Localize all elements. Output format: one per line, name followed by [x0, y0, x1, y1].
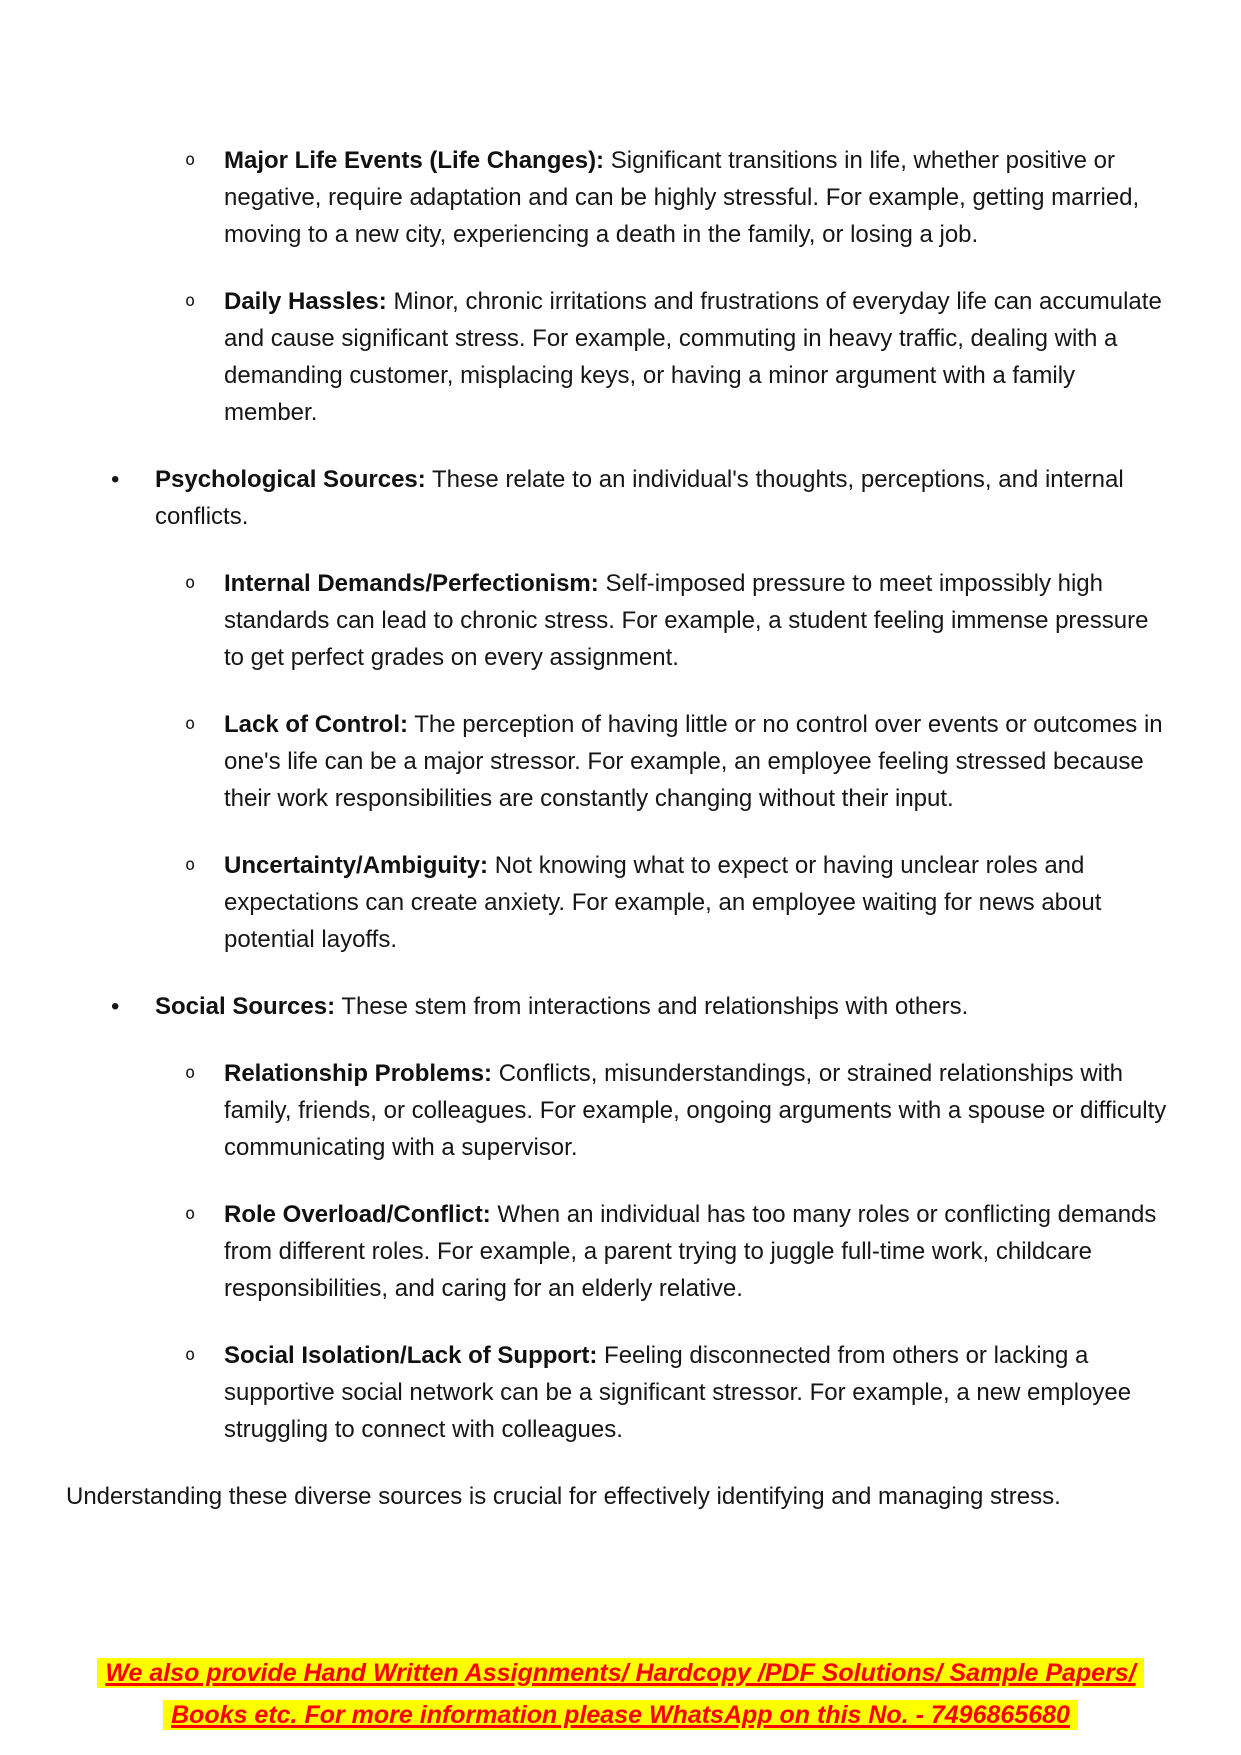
- item-content: [155, 466, 1124, 530]
- item-content: [224, 288, 1162, 426]
- item-content: [224, 1201, 1156, 1302]
- item-content: [155, 993, 968, 1020]
- item-label: Daily Hassles:: [224, 288, 387, 315]
- item-label: Social Sources:: [155, 993, 336, 1020]
- circle-bullet-icon: o: [185, 855, 196, 875]
- circle-bullet-icon: o: [185, 1204, 196, 1224]
- circle-bullet-icon: o: [185, 291, 196, 311]
- item-content: [224, 1060, 1166, 1161]
- item-content: [224, 1342, 1131, 1443]
- list-item-internal-demands: [66, 565, 1175, 676]
- social-sub-list: [66, 1055, 1175, 1448]
- psychological-sub-list: [66, 565, 1175, 958]
- list-item-uncertainty-ambiguity: [66, 847, 1175, 958]
- item-body-text: When an individual has too many roles or conflicting demands from different roles. For example, a parent trying to juggle full-time work, childcare responsibilities, and caring for an elderly relative.: [224, 1201, 1157, 1302]
- item-label: Role Overload/Conflict:: [224, 1201, 491, 1228]
- item-label: Uncertainty/Ambiguity:: [224, 852, 489, 879]
- item-body-text: Conflicts, misunderstandings, or strained relationships with family, friends, or colleagues. For example, ongoing arguments with a spouse or difficulty communicating with a supervisor.: [224, 1060, 1167, 1161]
- document-content: [66, 142, 1175, 1515]
- psychological-sources-list: [66, 461, 1175, 535]
- item-content: [224, 711, 1163, 812]
- list-item-social-isolation: [66, 1337, 1175, 1448]
- circle-bullet-icon: o: [185, 150, 196, 170]
- item-content: [224, 852, 1101, 953]
- item-label: Relationship Problems:: [224, 1060, 493, 1087]
- footer-highlighted-text: Books etc. For more information please WhatsApp on this No. - 7496865680: [163, 1700, 1078, 1730]
- list-item-role-overload-conflict: [66, 1196, 1175, 1307]
- list-item-psychological-sources: [66, 461, 1175, 535]
- list-item-daily-hassles: [66, 283, 1175, 431]
- footer-line-2: [66, 1695, 1175, 1735]
- item-body-text: Feeling disconnected from others or lacking a supportive social network can be a significant stressor. For example, a new employee struggling to connect with colleagues.: [224, 1342, 1132, 1443]
- item-label: Psychological Sources:: [155, 466, 426, 493]
- circle-bullet-icon: o: [185, 714, 196, 734]
- footer-highlighted-text: We also provide Hand Written Assignments/ Hardcopy /PDF Solutions/ Sample Papers/: [97, 1658, 1143, 1688]
- item-content: [224, 570, 1148, 671]
- list-item-social-sources: [66, 988, 1175, 1025]
- footer-line-1: [66, 1653, 1175, 1693]
- item-body-text: Significant transitions in life, whether positive or negative, require adaptation and can be highly stressful. For example, getting married, moving to a new city, experiencing a death in the family, or losing a job.: [224, 147, 1140, 248]
- social-sources-list: [66, 988, 1175, 1025]
- item-label: Lack of Control:: [224, 711, 408, 738]
- circle-bullet-icon: o: [185, 1345, 196, 1365]
- list-item-relationship-problems: [66, 1055, 1175, 1166]
- item-body-text: These stem from interactions and relationships with others.: [341, 993, 969, 1020]
- disc-bullet-icon: •: [111, 993, 120, 1020]
- item-label: Major Life Events (Life Changes):: [224, 147, 605, 174]
- list-item-major-life-events: [66, 142, 1175, 253]
- circle-bullet-icon: o: [185, 573, 196, 593]
- item-body-text: Not knowing what to expect or having unclear roles and expectations can create anxiety. For example, an employee waiting for news about potential layoffs.: [224, 852, 1102, 953]
- list-item-lack-of-control: [66, 706, 1175, 817]
- item-label: Internal Demands/Perfectionism:: [224, 570, 599, 597]
- item-body-text: Minor, chronic irritations and frustrations of everyday life can accumulate and cause significant stress. For example, commuting in heavy traffic, dealing with a demanding customer, misplacing keys, or having a minor argument with a family member.: [224, 288, 1162, 426]
- physical-sub-list: [66, 142, 1175, 431]
- disc-bullet-icon: •: [111, 466, 120, 493]
- item-label: Social Isolation/Lack of Support:: [224, 1342, 598, 1369]
- footer-advertisement: [66, 1653, 1175, 1737]
- closing-paragraph: Understanding these diverse sources is crucial for effectively identifying and managing stress.: [66, 1483, 1061, 1510]
- item-body-text: The perception of having little or no control over events or outcomes in one's life can be a major stressor. For example, an employee feeling stressed because their work responsibilities are constantly changing without their input.: [224, 711, 1163, 812]
- item-body-text: These relate to an individual's thoughts, perceptions, and internal conflicts.: [155, 466, 1124, 530]
- item-content: [224, 147, 1139, 248]
- item-body-text: Self-imposed pressure to meet impossibly high standards can lead to chronic stress. For example, a student feeling immense pressure to get perfect grades on every assignment.: [224, 570, 1149, 671]
- circle-bullet-icon: o: [185, 1063, 196, 1083]
